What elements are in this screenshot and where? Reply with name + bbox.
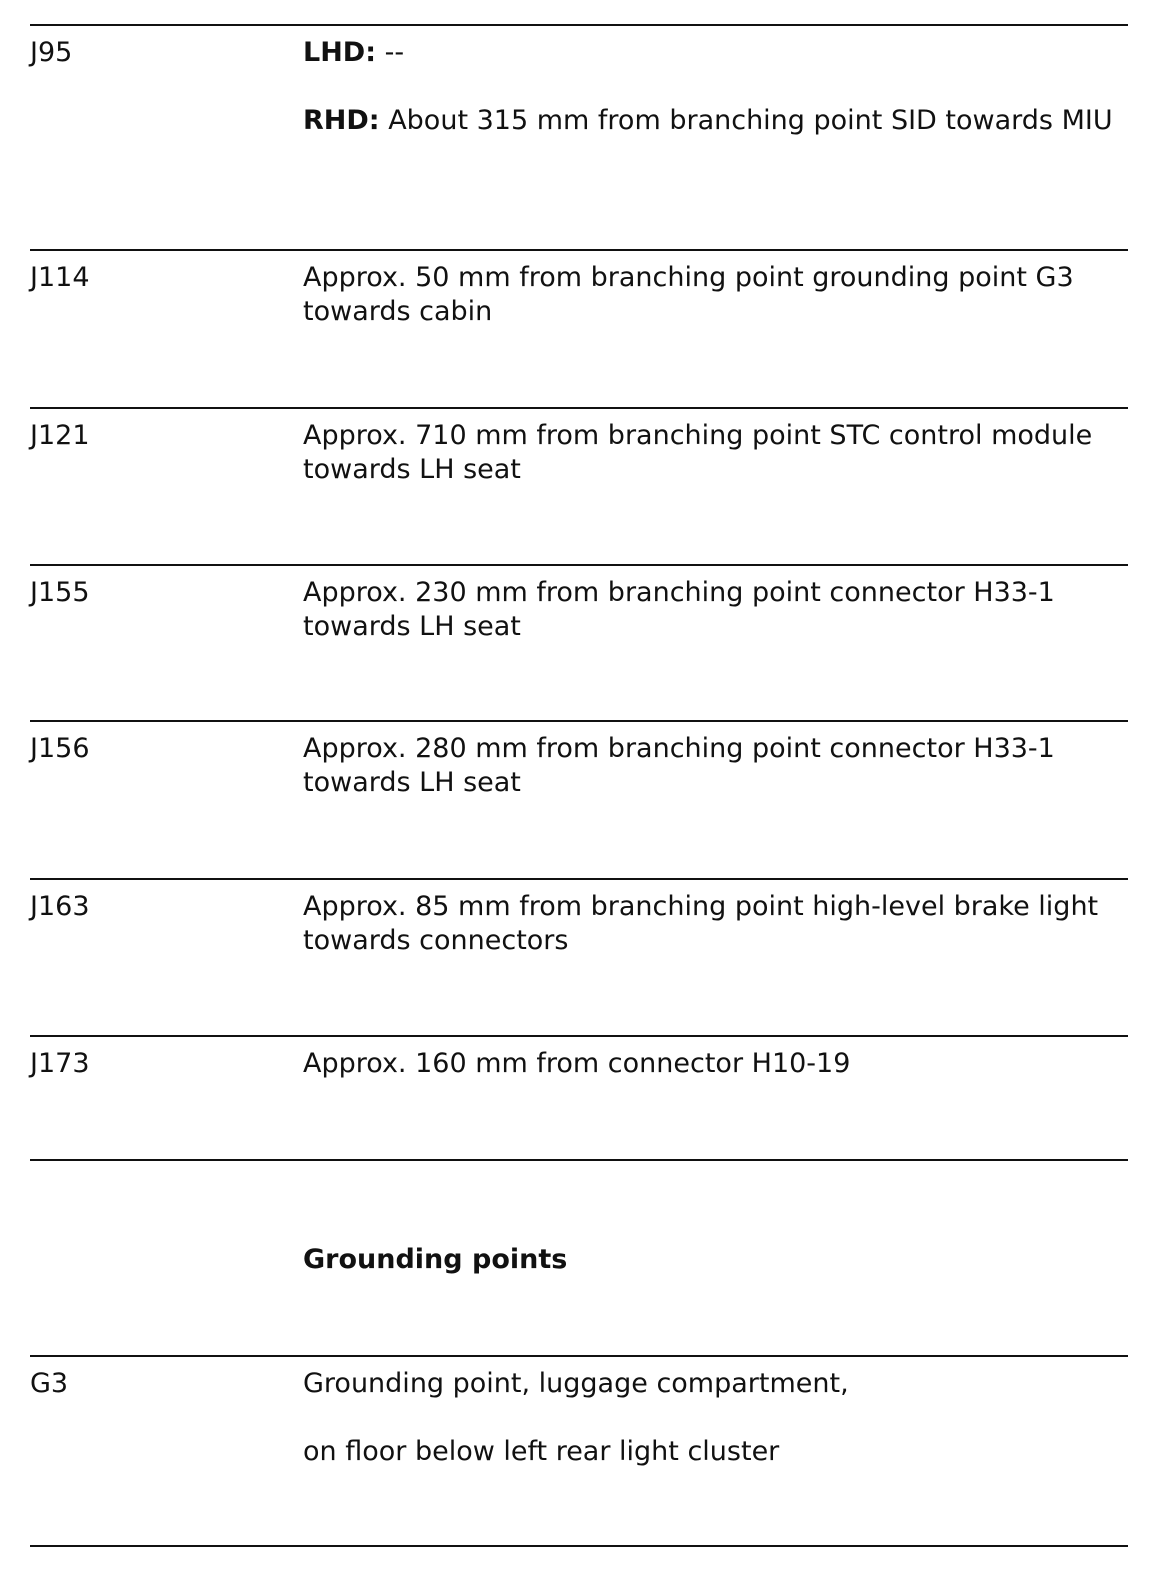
location-description: Approx. 280 mm from branching point connector H33-1 towards LH seat	[303, 733, 1055, 798]
connector-code: J163	[30, 891, 90, 922]
location-description: Approx. 710 mm from branching point STC control module towards LH seat	[303, 420, 1093, 485]
grounding-code: G3	[30, 1368, 69, 1399]
location-description: Approx. 230 mm from branching point connector H33-1 towards LH seat	[303, 577, 1055, 642]
connector-code: J173	[30, 1048, 90, 1079]
rhd-label: RHD:	[303, 105, 380, 136]
grounding-line-1: Grounding point, luggage compartment,	[303, 1368, 849, 1399]
location-description: Approx. 160 mm from connector H10-19	[303, 1048, 851, 1079]
row-divider	[30, 407, 1128, 409]
connector-code: J155	[30, 577, 90, 608]
lhd-line	[303, 36, 1113, 70]
row-divider	[30, 564, 1128, 566]
row-divider	[30, 1355, 1128, 1357]
location-description	[303, 36, 1113, 138]
connector-code: J114	[30, 262, 90, 293]
lhd-text: --	[384, 37, 405, 68]
rhd-line	[303, 104, 1113, 138]
lhd-label: LHD:	[303, 37, 377, 68]
location-description: Approx. 50 mm from branching point grounding point G3 towards cabin	[303, 262, 1074, 327]
grounding-line-2: on floor below left rear light cluster	[303, 1436, 780, 1467]
connector-code: J156	[30, 733, 90, 764]
connector-code: J121	[30, 420, 90, 451]
row-divider	[30, 24, 1128, 26]
row-divider	[30, 249, 1128, 251]
row-divider	[30, 1545, 1128, 1547]
connector-code: J95	[30, 37, 73, 68]
row-divider	[30, 720, 1128, 722]
rhd-text: About 315 mm from branching point SID towards MIU	[388, 105, 1113, 136]
location-description: Approx. 85 mm from branching point high-level brake light towards connectors	[303, 891, 1099, 956]
row-divider	[30, 1035, 1128, 1037]
section-heading: Grounding points	[303, 1244, 568, 1275]
grounding-description	[303, 1367, 1113, 1469]
row-divider	[30, 878, 1128, 880]
row-divider	[30, 1159, 1128, 1161]
